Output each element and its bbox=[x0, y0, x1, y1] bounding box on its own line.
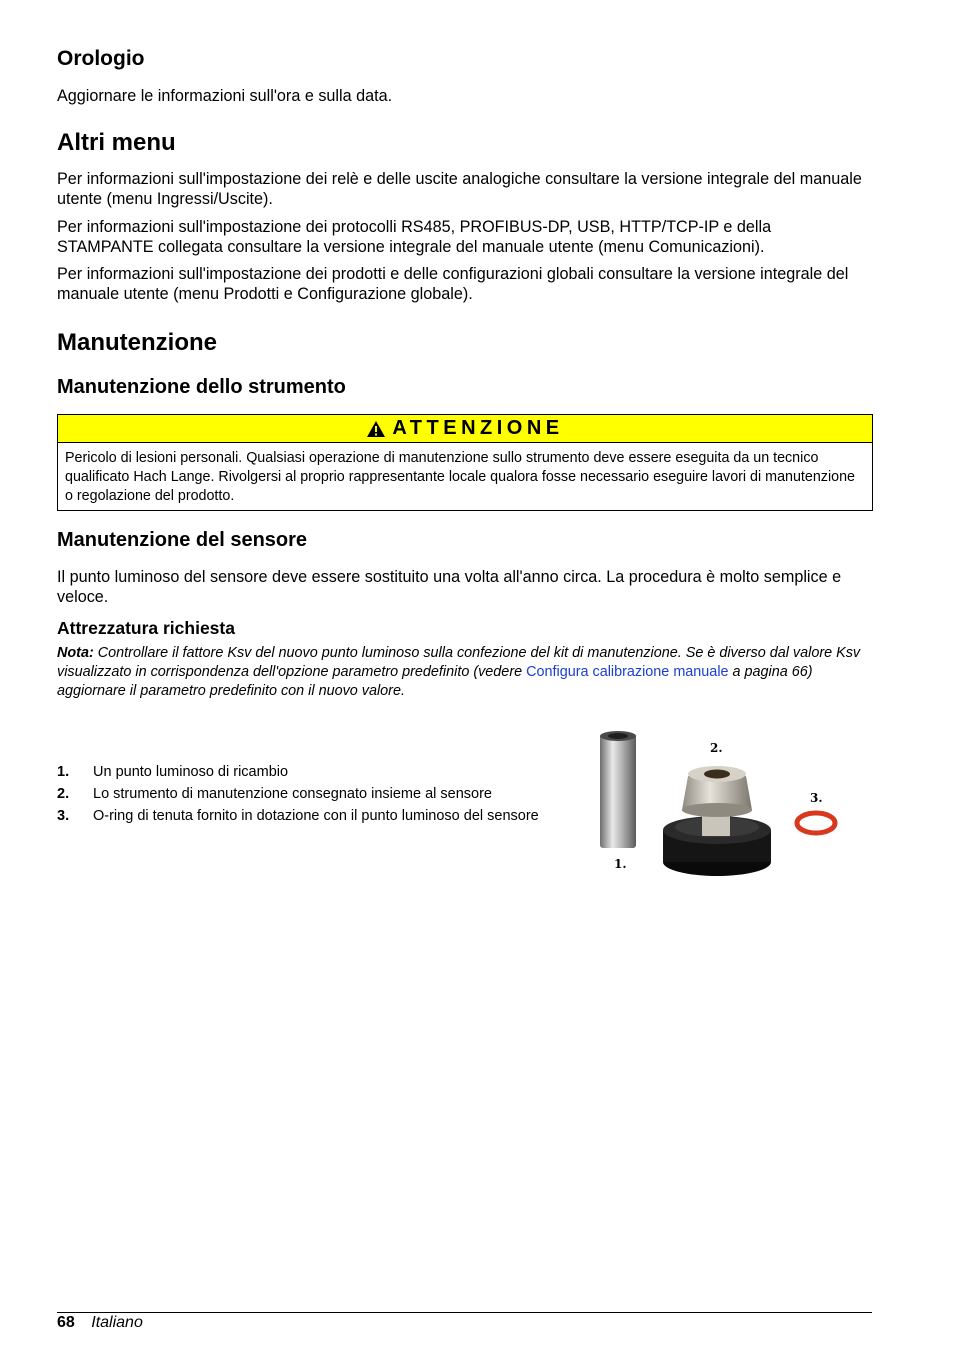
note-text-before: Controllare il fattore Ksv del nuovo punto luminoso sulla confezione del kit di manutenzione. Se è diverso dal valore Ksv visualizzato in corrispondenza dell'opzione parametro predefinito (vedere bbox=[57, 645, 861, 680]
heading-orologio: Orologio bbox=[57, 47, 145, 70]
heading-manutenzione-strumento: Manutenzione dello strumento bbox=[57, 376, 346, 398]
spare-light-spot-tube bbox=[600, 731, 636, 848]
maintenance-tool bbox=[663, 766, 771, 876]
altri-menu-para-1: Per informazioni sull'impostazione dei relè e delle uscite analogiche consultare la versione integrale del manuale utente (menu Ingressi/Uscite). bbox=[57, 170, 862, 208]
footer-divider bbox=[57, 1312, 872, 1313]
page-footer bbox=[57, 1313, 143, 1333]
altri-menu-para-2: Per informazioni sull'impostazione dei protocolli RS485, PROFIBUS-DP, USB, HTTP/TCP-IP e della STAMPANTE collegata consultare la versione integrale del manuale utente (menu Comunicazioni). bbox=[57, 218, 772, 256]
heading-manutenzione-sensore: Manutenzione del sensore bbox=[57, 529, 308, 551]
photo-label-3: 3. bbox=[810, 791, 823, 805]
footer-language: Italiano bbox=[91, 1314, 143, 1331]
o-ring bbox=[797, 813, 835, 833]
heading-altri-menu: Altri menu bbox=[57, 129, 176, 156]
list-item bbox=[57, 806, 547, 826]
orologio-text: Aggiornare le informazioni sull'ora e sulla data. bbox=[57, 87, 393, 105]
note-text-after: a pagina 66) aggiornare il parametro predefinito con il nuovo valore. bbox=[57, 664, 813, 699]
heading-attrezzatura: Attrezzatura richiesta bbox=[57, 618, 235, 638]
list-item-text: Un punto luminoso di ricambio bbox=[93, 764, 289, 780]
warning-header bbox=[58, 415, 872, 443]
list-item bbox=[57, 784, 547, 804]
warning-triangle-icon bbox=[366, 420, 386, 438]
heading-manutenzione: Manutenzione bbox=[57, 329, 217, 356]
list-item-text: O-ring di tenuta fornito in dotazione con il punto luminoso del sensore bbox=[93, 808, 539, 824]
warning-box bbox=[57, 414, 873, 511]
warning-text: Pericolo di lesioni personali. Qualsiasi operazione di manutenzione sullo strumento deve essere eseguita da un tecnico qualificato Hach Lange. Rivolgersi al proprio rappresentante locale qualora fosse necessario eseguire lavori di manutenzione o regolazione del prodotto. bbox=[65, 450, 855, 504]
note-paragraph bbox=[57, 644, 877, 701]
warning-title: ATTENZIONE bbox=[392, 417, 564, 439]
list-item-number: 3. bbox=[57, 808, 70, 824]
photo-label-1: 1. bbox=[614, 857, 627, 871]
sensore-text: Il punto luminoso del sensore deve essere sostituito una volta all'anno circa. La procedura è molto semplice e veloce. bbox=[57, 568, 842, 606]
list-item-number: 1. bbox=[57, 764, 70, 780]
list-item-number: 2. bbox=[57, 786, 70, 802]
link-configura-calibrazione[interactable]: Configura calibrazione manuale bbox=[526, 664, 729, 680]
altri-menu-para-3: Per informazioni sull'impostazione dei prodotti e delle configurazioni globali consultare la versione integrale del manuale utente (menu Prodotti e Configurazione globale). bbox=[57, 265, 849, 303]
equipment-photo bbox=[592, 728, 850, 880]
photo-label-2: 2. bbox=[710, 741, 723, 755]
page-number: 68 bbox=[57, 1314, 75, 1331]
note-label: Nota: bbox=[57, 645, 94, 661]
list-item-text: Lo strumento di manutenzione consegnato insieme al sensore bbox=[93, 786, 492, 802]
equipment-list bbox=[57, 762, 547, 828]
list-item bbox=[57, 762, 547, 782]
